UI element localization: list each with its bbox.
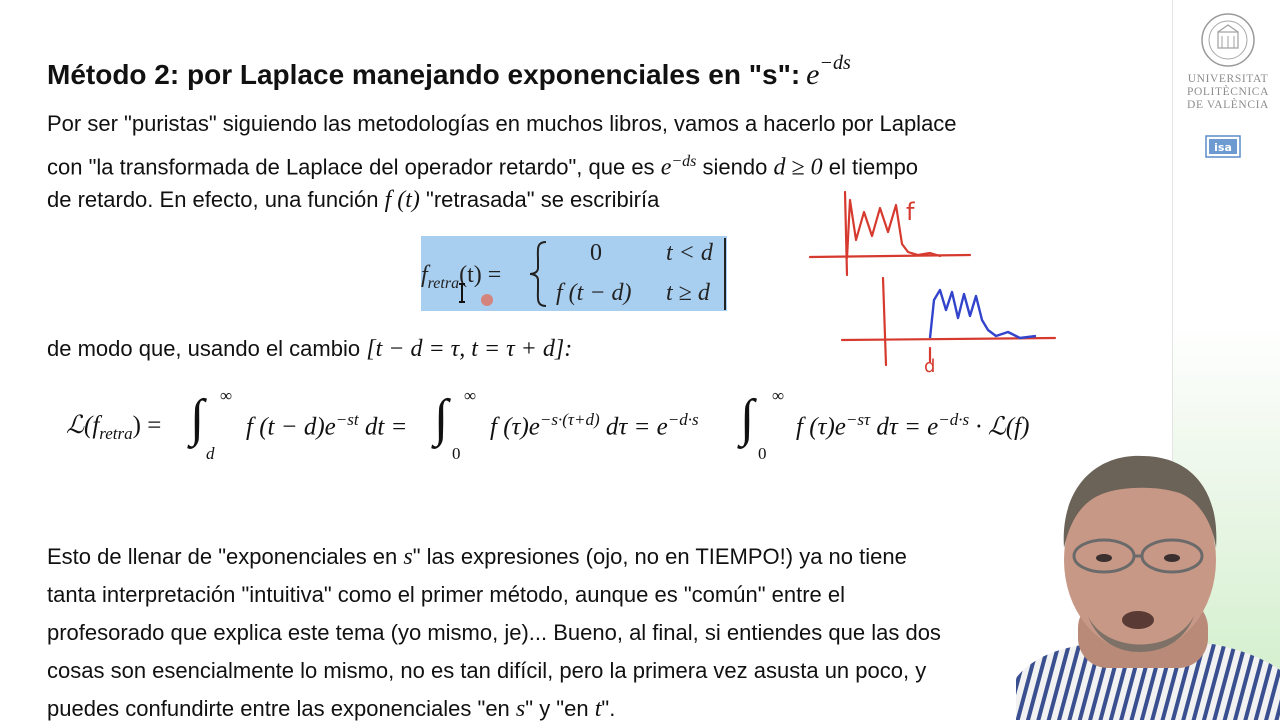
presenter-webcam: [1016, 448, 1280, 720]
slide-canvas: Método 2: por Laplace manejando exponenciales en "s": $e^{-ds}$ Por ser "puristas" siguiendo las metodologías en muchos libros, vamos a hacerlo por Laplace con "la transformada de Laplace del operador retardo", que es $e^{-ds}$ siendo d ≥ 0 el tiempo de retardo. En efecto, una función f (t) "retrasada" se escribiría $f_{retra}(t)$ = 0 t < d f (t − d) t ≥ d de modo que, usando el cambio [t − d = τ, t = τ + d]: $ℒ(f_{retra})$ = ∫ ∞ d f $(t - d)e^{-st}$ dt = ∫ ∞ 0 f $(\tau)e^{-s\cdot(\tau+d)}$ $d\tau = e^{-d\cdot s}$ ∫ ∞ 0 f $(\tau)e^{-s\tau}$ $d\tau = e^{-d\cdot s}$ · ℒ(f) Esto de llenar de "exponenciales en s" las expresiones (ojo, no en TIEMPO!) ya no tiene tanta interpretación "intuitiva" como el primer método, aunque es "común" entre el profesorado que explica este tema (yo mismo, je)... Bueno, al final, si entiendes que las dos cosas son esencialmente lo mismo, no es tan difícil, pero la primera vez asusta un poco, y puedes confundirte entre las exponenciales "en s" y "en t".: [0, 0, 1172, 720]
slide-title: Método 2: por Laplace manejando exponenciales en "s": $e^{-ds}$: [47, 52, 851, 91]
paragraph-3-line-5: puedes confundirte entre las exponenciales "en s" y "en t".: [47, 696, 616, 722]
sketch-vertical-bottom: [883, 278, 886, 365]
title-expression: $e^{-ds}$: [806, 52, 851, 91]
paragraph-1-line-1: Por ser "puristas" siguiendo las metodologías en muchos libros, vamos a hacerlo por Laplace: [47, 111, 957, 136]
isa-logo-icon: [1205, 133, 1243, 159]
sketch-signal-delayed: [930, 290, 1036, 338]
integral-sign-3: ∫: [740, 390, 755, 447]
paragraph-3-line-3: profesorado que explica este tema (yo mismo, je)... Bueno, al final, si entiendes que las dos: [47, 620, 941, 645]
svg-text:isa: isa: [1214, 141, 1232, 154]
integral-sign-2: ∫: [434, 390, 449, 447]
paragraph-3-line-1: Esto de llenar de "exponenciales en s" las expresiones (ojo, no en TIEMPO!) ya no tiene: [47, 544, 907, 570]
university-seal-icon: [1200, 12, 1256, 68]
paragraph-2: de modo que, usando el cambio [t − d = τ, t = τ + d]:: [47, 336, 573, 362]
sketch-axis-top: [810, 255, 970, 257]
paragraph-3-line-4: cosas son esencialmente lo mismo, no es tan difícil, pero la primera vez asusta un poco, y: [47, 658, 927, 683]
paragraph-1-line-3: de retardo. En efecto, una función f (t) "retrasada" se escribiría: [47, 187, 660, 213]
sketch-label-d: d: [924, 356, 936, 377]
paragraph-1-line-2: con "la transformada de Laplace del operador retardo", que es $e^{-ds}$ siendo d ≥ 0 el tiempo: [47, 153, 919, 181]
sketch-vertical-top: [845, 192, 847, 275]
sketch-label-f: f: [906, 198, 915, 226]
paragraph-3-line-2: tanta interpretación "intuitiva" como el primer método, aunque es "común" entre el: [47, 582, 845, 607]
integral-sign-1: ∫: [190, 390, 205, 447]
sketch-signal-f: [847, 200, 940, 258]
university-name: UNIVERSITAT POLITÈCNICA DE VALÈNCIA: [1187, 73, 1269, 111]
